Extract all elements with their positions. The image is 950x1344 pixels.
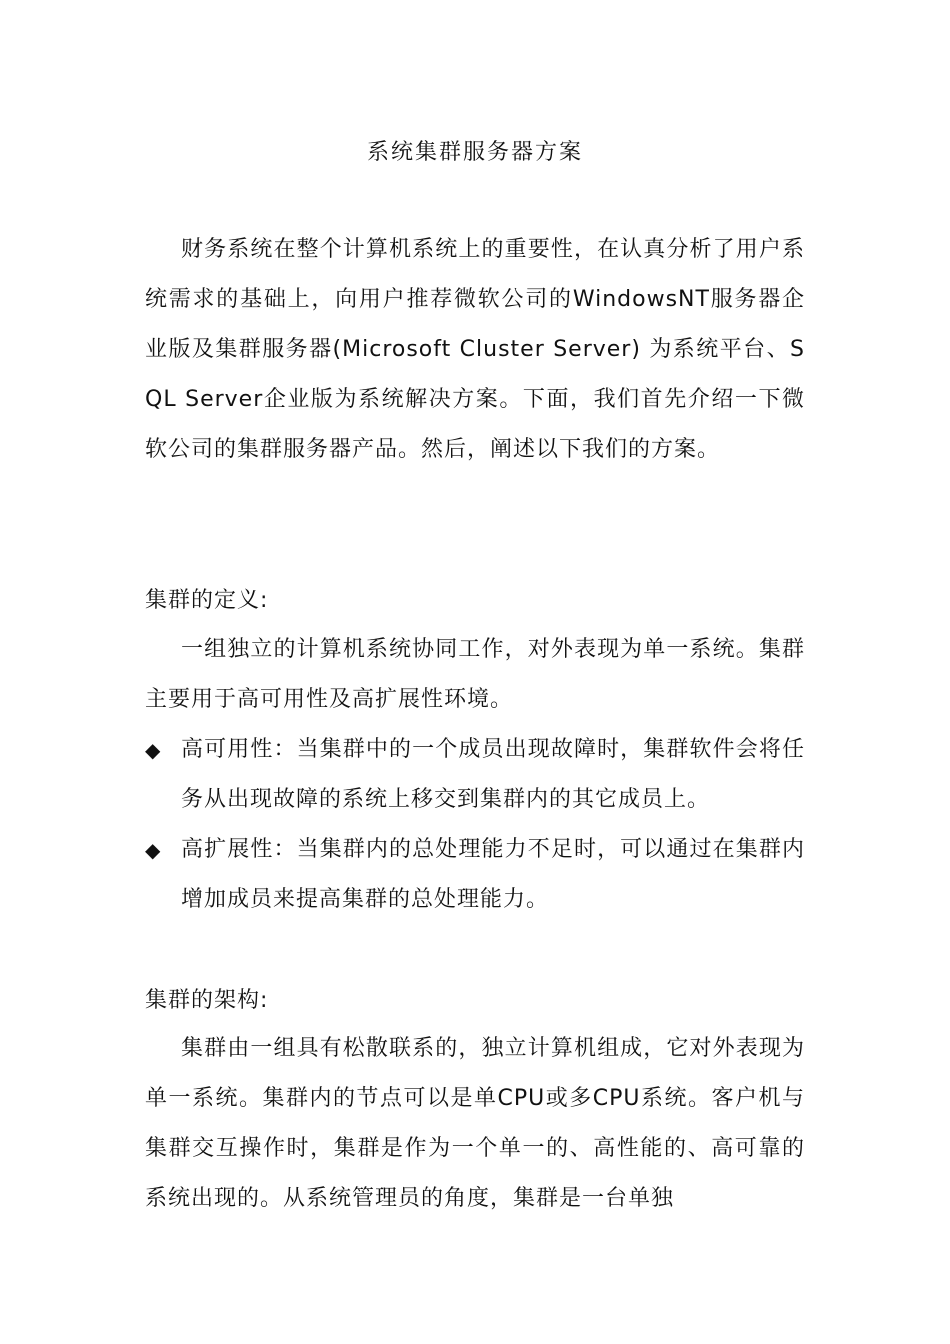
architecture-paragraph: 集群由一组具有松散联系的，独立计算机组成，它对外表现为单一系统。集群内的节点可以是单CPU或多CPU系统。客户机与集群交互操作时，集群是作为一个单一的、高性能的、高可靠的系统出现的。从系统管理员的角度，集群是一台单独 [145, 1036, 805, 1211]
definition-paragraph: 一组独立的计算机系统协同工作，对外表现为单一系统。集群主要用于高可用性及高扩展性环境。 [145, 637, 805, 712]
bullet-item-high-scalability [145, 825, 805, 925]
definition-heading: 集群的定义: [145, 588, 269, 613]
bullet-text-high-scalability: 高扩展性：当集群内的总处理能力不足时，可以通过在集群内增加成员来提高集群的总处理能力。 [181, 837, 805, 912]
intro-paragraph: 财务系统在整个计算机系统上的重要性，在认真分析了用户系统需求的基础上，向用户推荐微软公司的WindowsNT服务器企业版及集群服务器(Microsoft Cluster Server) 为系统平台、SQL Server企业版为系统解决方案。下面，我们首先介绍一下微软公司的集群服务器产品。然后，阐述以下我们的方案。 [145, 237, 805, 462]
document-title: 系统集群服务器方案 [366, 140, 583, 165]
diamond-bullet-icon: ◆ [145, 838, 161, 862]
bullet-text-high-availability: 高可用性：当集群中的一个成员出现故障时，集群软件会将任务从出现故障的系统上移交到集群内的其它成员上。 [181, 737, 805, 812]
architecture-heading: 集群的架构: [145, 988, 269, 1013]
diamond-bullet-icon: ◆ [145, 738, 161, 762]
bullet-item-high-availability [145, 725, 805, 825]
